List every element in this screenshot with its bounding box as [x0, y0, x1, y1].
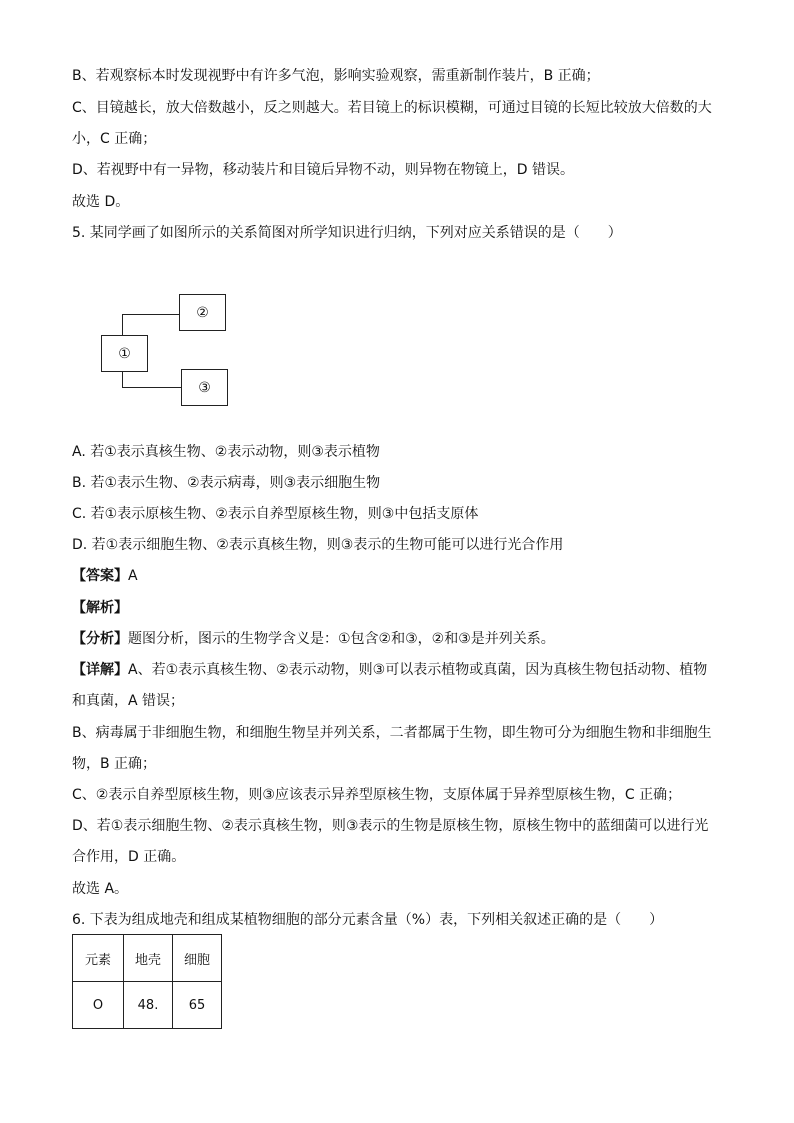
option-c: C. 若①表示原核生物、②表示自养型原核生物，则③中包括支原体	[72, 506, 479, 522]
box-3-label: ③	[198, 379, 211, 396]
xiangjie-line-3: B、病毒属于非细胞生物，和细胞生物呈并列关系，二者都属于生物，即生物可分为细胞生物和非细胞生	[72, 725, 712, 741]
box-2-label: ②	[196, 304, 209, 321]
xiangjie-line-1	[72, 660, 707, 680]
xiangjie-line-5: C、②表示自养型原核生物，则③应该表示异养型原核生物，支原体属于异养型原核生物，C 正确；	[72, 787, 682, 803]
diagram-box-3	[181, 369, 228, 406]
xiangjie-line-4: 物，B 正确；	[72, 756, 157, 772]
xiangjie-text-1: A、若①表示真核生物、②表示动物，则③可以表示植物或真菌，因为真核生物包括动物、植物	[128, 662, 708, 678]
option-b: B. 若①表示生物、②表示病毒，则③表示细胞生物	[72, 475, 381, 491]
text-line-c: C、目镜越长，放大倍数越小，反之则越大。若目镜上的标识模糊，可通过目镜的长短比较放大倍数的大	[72, 100, 712, 116]
connector-down	[122, 370, 123, 387]
question-6-stem: 6. 下表为组成地壳和组成某植物细胞的部分元素含量（%）表，下列相关叙述正确的是（ ）	[72, 912, 664, 928]
table-cell: 48.	[124, 982, 173, 1029]
question-5-stem: 5. 某同学画了如图所示的关系简图对所学知识进行归纳，下列对应关系错误的是（ ）	[72, 225, 622, 241]
answer-tag: 【答案】	[72, 568, 128, 584]
table-header-row	[73, 935, 222, 982]
text-line-c-cont: 小，C 正确；	[72, 131, 157, 147]
answer-line	[72, 566, 138, 586]
connector-bottom-horizontal	[122, 387, 181, 388]
text-line-conclusion: 故选 D。	[72, 194, 130, 210]
table-cell: O	[73, 982, 124, 1029]
table-header-cell: 地壳	[124, 935, 173, 982]
box-1-label: ①	[118, 345, 131, 362]
text-line-d: D、若视野中有一异物，移动装片和目镜后异物不动，则异物在物镜上，D 错误。	[72, 162, 575, 178]
diagram-box-1	[101, 335, 148, 372]
xiangjie-tag: 【详解】	[72, 662, 128, 678]
element-content-table	[72, 934, 222, 1029]
table-header-cell: 细胞	[173, 935, 222, 982]
xiangjie-line-8: 故选 A。	[72, 881, 129, 897]
connector-top-horizontal	[122, 314, 179, 315]
option-d: D. 若①表示细胞生物、②表示真核生物，则③表示的生物可能可以进行光合作用	[72, 537, 564, 553]
table-row	[73, 982, 222, 1029]
option-a: A. 若①表示真核生物、②表示动物，则③表示植物	[72, 444, 380, 460]
fenxi-line	[72, 629, 555, 649]
fenxi-tag: 【分析】	[72, 631, 128, 647]
table-cell: 65	[173, 982, 222, 1029]
fenxi-text: 题图分析，图示的生物学含义是：①包含②和③，②和③是并列关系。	[128, 631, 555, 647]
diagram-box-2	[179, 294, 226, 331]
answer-value: A	[128, 568, 138, 584]
table-header-cell: 元素	[73, 935, 124, 982]
connector-up	[122, 314, 123, 336]
text-line-b: B、若观察标本时发现视野中有许多气泡，影响实验观察，需重新制作装片，B 正确；	[72, 68, 600, 84]
xiangjie-line-7: 合作用，D 正确。	[72, 849, 186, 865]
xiangjie-line-2: 和真菌，A 错误；	[72, 693, 185, 709]
jiexi-tag: 【解析】	[72, 600, 128, 616]
xiangjie-line-6: D、若①表示细胞生物、②表示真核生物，则③表示的生物是原核生物，原核生物中的蓝细菌可以进行光	[72, 818, 709, 834]
jiexi-line	[72, 598, 128, 618]
